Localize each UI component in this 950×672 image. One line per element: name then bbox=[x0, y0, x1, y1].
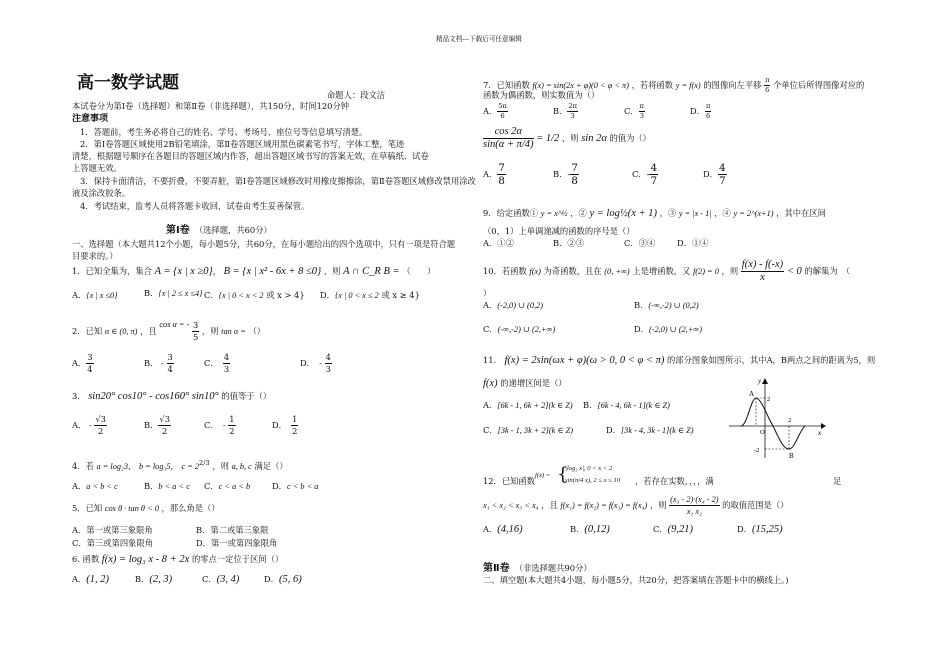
q8-eq: = 1/2 bbox=[536, 133, 560, 144]
option-value: (4,16) bbox=[497, 524, 523, 535]
q10-stem bbox=[483, 259, 850, 284]
option-value: b < a < c bbox=[158, 482, 190, 491]
part1-title: 第Ⅰ卷 bbox=[166, 225, 190, 236]
option-num: 1 bbox=[229, 414, 235, 424]
option-value: (0,12) bbox=[584, 524, 610, 535]
x-axis-label: x bbox=[818, 429, 822, 437]
option-den: 7 bbox=[650, 175, 658, 187]
q10-stem-text: 10．若函数 bbox=[483, 266, 527, 276]
q3-expr: sin20° cos10° - cos160° sin10° bbox=[88, 391, 219, 402]
part2-heading bbox=[483, 556, 592, 575]
q3-number: 3． bbox=[72, 391, 86, 401]
option-value: [3k - 1, 3k + 2](k ∈ Z) bbox=[497, 426, 573, 435]
q12-frac-den: x₁ x₂ bbox=[686, 507, 702, 516]
notice-line: 1．答题前，考生务必将自己的姓名、学号、考场号、座位号等信息填写清楚。 bbox=[80, 127, 368, 137]
q3-option-b bbox=[144, 414, 171, 437]
q9-line2: （0，1）上单调递减的函数的序号是（） bbox=[483, 226, 635, 236]
q7-shift-num: π bbox=[765, 76, 770, 84]
option-label: C． bbox=[483, 425, 498, 435]
q7-shift-den: 6 bbox=[765, 86, 770, 94]
q4-abc: a, b, c bbox=[231, 461, 252, 471]
q3-tail: 的值等于（） bbox=[221, 391, 272, 401]
option-value: c < b < a bbox=[286, 482, 319, 491]
notice-line: 上答题无效。 bbox=[72, 163, 122, 173]
q6-option-a bbox=[72, 574, 109, 586]
q7-tail: 的图像向左平移 bbox=[703, 80, 762, 90]
part2-title: 第Ⅱ卷 bbox=[483, 563, 510, 574]
q2-stem-text: 2．已知 bbox=[72, 326, 103, 336]
q11-stem-text: 11． bbox=[483, 355, 502, 365]
q9-f2: y = log½(x + 1) bbox=[589, 208, 657, 219]
option-value: {x | 0 < x ≤ 2 bbox=[334, 291, 379, 300]
option-num: π bbox=[705, 102, 711, 110]
q7-line2: 函数为偶函数，则实数值为（） bbox=[483, 90, 600, 100]
option-label: B． bbox=[553, 169, 568, 179]
q2-cos-frac bbox=[159, 319, 189, 330]
q9-option-a: A．①② bbox=[483, 238, 514, 248]
option-label: C． bbox=[202, 574, 217, 584]
option-label: D． bbox=[737, 524, 752, 534]
option-value: a < b < c bbox=[86, 482, 118, 491]
option-sign: - bbox=[567, 169, 571, 179]
option-sign: - bbox=[222, 420, 226, 430]
option-label: A． bbox=[72, 481, 87, 491]
option-label: C． bbox=[204, 420, 215, 430]
option-den: 2 bbox=[229, 426, 235, 436]
q11-sine-graph bbox=[727, 376, 827, 460]
option-value: {x | 2 ≤ x ≤4} bbox=[158, 289, 203, 298]
q2-mid: ，且 bbox=[140, 326, 157, 336]
q11-option-a bbox=[483, 400, 573, 411]
q2-option-d bbox=[300, 352, 332, 375]
q12-stem bbox=[483, 476, 535, 487]
q4-option-a bbox=[72, 481, 118, 492]
option-label: D． bbox=[690, 106, 705, 116]
q7-option-c bbox=[624, 102, 645, 121]
q7-expr: f(x) = sin(2x + φ)(0 < φ < π) bbox=[532, 81, 629, 90]
q12-range-text: 的取值范围是（） bbox=[722, 500, 789, 510]
q8-option-c bbox=[632, 162, 658, 187]
option-num: 3 bbox=[167, 352, 173, 362]
q8-frac-num: cos 2α bbox=[483, 126, 534, 139]
q11-option-d bbox=[606, 425, 693, 436]
q5-option-b: B．第二或第三象限 bbox=[196, 525, 269, 535]
option-num: 2π bbox=[568, 102, 577, 110]
option-den: 2 bbox=[162, 426, 168, 436]
q9-tail: ，其中在区间 bbox=[776, 208, 826, 218]
q4-stem: 4．若 a = log₂3， b = log₃5， $c = 2^{2/3}$ ，则 a, b, c 满足（） bbox=[72, 459, 288, 471]
q11-expr: f(x) = 2sin(ωx + φ)(ω > 0, 0 < φ < π) bbox=[504, 355, 665, 366]
q5-expr: cos θ · tan θ < 0 bbox=[104, 504, 159, 513]
option-value-tail: 或 x > 4} bbox=[266, 290, 305, 300]
origin-label: O bbox=[760, 429, 765, 436]
option-value: (2, 3) bbox=[149, 574, 173, 585]
q9-option-b: B．②③ bbox=[553, 238, 584, 248]
q10-f2: f(2) = 0 bbox=[693, 267, 719, 276]
q9-circ2: ，② bbox=[570, 208, 587, 218]
q1-tail: ，则 bbox=[323, 266, 341, 276]
q5-option-a: A．第一或第三象限角 bbox=[72, 525, 153, 535]
q4-option-b bbox=[144, 481, 190, 492]
page-header-note: 精品文档---下载后可任意编辑 bbox=[436, 35, 522, 43]
q12-and: ，且 bbox=[541, 500, 558, 510]
option-label: B． bbox=[634, 300, 649, 310]
q1-option-b bbox=[144, 288, 202, 299]
q1-expr: A ∩ C_R B = bbox=[343, 266, 400, 277]
q6-option-d bbox=[264, 574, 302, 586]
q9-option-d: D．①④ bbox=[677, 238, 709, 248]
q12-equal-values: f(x₁) = f(x₂) = f(x₃) = f(x₄) bbox=[560, 501, 648, 510]
option-num: √3 bbox=[159, 414, 170, 424]
q11-stem bbox=[483, 355, 875, 367]
q12-brace: { bbox=[557, 464, 569, 485]
option-value: (5, 6) bbox=[278, 574, 302, 585]
option-value: [6k - 4, 6k - 1](k ∈ Z) bbox=[597, 401, 670, 410]
q5-stem bbox=[72, 503, 220, 514]
q1-paren: （ ） bbox=[402, 266, 436, 276]
option-label: A． bbox=[483, 169, 498, 179]
notice-line: 4．考试结束，监考人员将答题卡收回，试卷由考生妥善保管。 bbox=[80, 201, 310, 211]
q10-option-d bbox=[634, 324, 702, 335]
q12-pw-case1: |log₃ x|, 0 < x < 2 bbox=[565, 465, 613, 472]
q4-a: a = log₂3 bbox=[96, 461, 129, 471]
q1-stem: 1．已知全集为，集合 A = {x | x ≥0}， B = {x | x² - 6x + 8 ≤0} ，则 A ∩ C_R B = （ ） bbox=[72, 266, 436, 277]
option-label: D． bbox=[300, 358, 311, 368]
option-value: (3, 4) bbox=[216, 574, 240, 585]
option-den: 3 bbox=[639, 112, 644, 120]
option-value: [6k - 1, 6k + 2](k ∈ Z) bbox=[497, 401, 573, 410]
q10-lt0: < 0 bbox=[786, 266, 802, 277]
q3-option-c bbox=[204, 414, 236, 437]
q4-end: 满足（） bbox=[254, 460, 288, 471]
option-value: c < a < b bbox=[218, 482, 251, 491]
option-label: C． bbox=[653, 524, 668, 534]
q5-tail: ，那么角是（） bbox=[161, 503, 220, 513]
option-label: D． bbox=[320, 290, 335, 300]
q1-option-a bbox=[72, 290, 118, 301]
section1-instruction-cont: 目要求的。） bbox=[72, 251, 118, 261]
q10-end: 的解集为 （ bbox=[804, 266, 851, 276]
q12-stem-text: 12．已知函数 bbox=[483, 476, 536, 486]
q10-option-c bbox=[483, 324, 555, 335]
q9-f1: y = x^½ bbox=[540, 209, 568, 218]
part1-heading bbox=[166, 218, 272, 237]
option-label: D． bbox=[606, 425, 621, 435]
option-num: 7 bbox=[498, 162, 505, 174]
option-label: D． bbox=[634, 324, 649, 334]
tick-2-label: 2 bbox=[767, 396, 771, 403]
q2-fraction-num: 3 bbox=[192, 320, 199, 330]
q2-tan: tan α = bbox=[221, 327, 246, 336]
q12-mid: ，若存在实数，，，，满 bbox=[635, 476, 714, 486]
option-num: 7 bbox=[571, 162, 578, 174]
x-axis-arrow bbox=[821, 423, 826, 429]
q9-circ3: ，③ bbox=[659, 208, 677, 218]
notice-line: 清楚，根据题号顺序在各题目的答题区域内作答，超出答题区域书写的答案无效，在草稿纸、试卷 bbox=[72, 151, 429, 161]
option-value: (-∞,-2) ∪ (0,2) bbox=[648, 301, 699, 310]
option-num: 3 bbox=[87, 352, 93, 362]
option-den: 7 bbox=[718, 175, 726, 187]
option-den: 4 bbox=[167, 364, 173, 374]
option-den: 4 bbox=[87, 364, 93, 374]
q2-fraction-den: 5 bbox=[192, 332, 199, 342]
q9-stem bbox=[483, 208, 826, 220]
option-label: A． bbox=[72, 358, 87, 368]
section2-instruction: 二、填空题(本大题共4小题，每小题5分，共20分，把答案填在答题卡中的横线上。) bbox=[483, 575, 789, 585]
q10-option-a bbox=[483, 300, 543, 311]
q7-tail2: 个单位后所得图像对应的 bbox=[773, 80, 865, 90]
option-label: B． bbox=[570, 524, 585, 534]
q12-frac-num: (x₃ - 2)·(x₄ - 2) bbox=[670, 495, 719, 504]
q11-fx: f(x) bbox=[483, 378, 498, 389]
q12-pw-f: f(x) = bbox=[535, 472, 551, 479]
option-value: [3k - 4, 3k - 1](k ∈ Z) bbox=[620, 426, 694, 435]
q12-line2 bbox=[483, 490, 789, 517]
section1-instruction: 一、选择题（本大题共12个小题，每小题5分，共60分，在每小题给出的四个选项中，只有一项是符合题 bbox=[72, 239, 456, 249]
q2-tail: ，则 bbox=[201, 326, 219, 336]
q1-set-b: B = {x | x² - 6x + 8 ≤0} bbox=[223, 266, 322, 277]
q9-option-c: C．③④ bbox=[624, 238, 656, 248]
q7-y: y = f(x) bbox=[675, 81, 701, 90]
option-sign: - bbox=[319, 358, 322, 368]
q7-mid: ，若将函数 bbox=[631, 80, 674, 90]
q2-option-b bbox=[144, 352, 174, 375]
q2-fraction bbox=[192, 320, 199, 343]
q12-pw-case2: sin(π/4 x), 2 ≤ x ≤ 10 bbox=[565, 477, 621, 484]
q6-expr: f(x) = log₃ x - 8 + 2x bbox=[101, 554, 190, 565]
option-den: 3 bbox=[223, 364, 230, 374]
option-label: D． bbox=[703, 169, 718, 179]
q4-option-c bbox=[204, 481, 250, 492]
q8-option-d bbox=[703, 162, 727, 187]
option-label: A． bbox=[72, 290, 87, 300]
point-a-label: A bbox=[749, 390, 755, 398]
option-label: B． bbox=[144, 288, 159, 298]
option-label: D． bbox=[272, 420, 283, 430]
option-value: (15,25) bbox=[751, 524, 783, 535]
option-label: C． bbox=[632, 169, 647, 179]
option-sign: - bbox=[88, 420, 92, 430]
q2-stem bbox=[72, 320, 265, 343]
option-den: 8 bbox=[571, 175, 578, 187]
q4-b: b = log₃5 bbox=[138, 461, 171, 471]
q8-tail: ，则 bbox=[561, 133, 579, 143]
option-den: 8 bbox=[498, 175, 505, 187]
x-tick-2-label: 2 bbox=[788, 417, 792, 424]
q6-stem-text: 6. 函数 bbox=[72, 554, 100, 564]
q10-ineq-den: x bbox=[760, 272, 765, 283]
q10-mid: 为奇函数，且在 bbox=[543, 266, 602, 276]
q10-interval: (0, +∞) bbox=[604, 267, 630, 276]
option-label: B． bbox=[553, 106, 568, 116]
notice-title: 注意事项 bbox=[72, 114, 109, 124]
exam-author: 命题人：段文洁 bbox=[327, 90, 386, 100]
q2-cos: cos α = - bbox=[159, 320, 190, 329]
option-value: {x | x ≤0} bbox=[86, 291, 118, 300]
q1-option-d bbox=[320, 290, 420, 301]
option-den: 6 bbox=[706, 112, 711, 120]
q10-ineq-num: f(x) - f(-x) bbox=[741, 259, 784, 270]
q9-stem-text: 9．给定函数① bbox=[483, 208, 539, 218]
q6-stem bbox=[72, 554, 283, 566]
q3-option-d bbox=[272, 414, 298, 437]
q4-c-exponent: 2/3 bbox=[199, 459, 210, 467]
q8-frac-den: sin(α + π/4) bbox=[483, 139, 534, 150]
q9-f3: y = |x - 1| bbox=[678, 209, 712, 218]
option-num: π bbox=[639, 102, 644, 110]
q1-option-c bbox=[204, 290, 305, 301]
option-num: 4 bbox=[718, 162, 726, 174]
option-label: B． bbox=[144, 358, 159, 368]
option-num: 5π bbox=[498, 102, 507, 110]
option-den: 2 bbox=[292, 426, 298, 436]
q6-option-c bbox=[202, 574, 239, 586]
q1-stem-text: 1．已知全集为，集合 bbox=[72, 266, 152, 276]
q3-stem bbox=[72, 391, 271, 403]
q1-set-a: A = {x | x ≥0} bbox=[154, 266, 213, 277]
q12-then: ，则 bbox=[649, 500, 667, 510]
y-axis-label: y bbox=[758, 377, 762, 385]
q12-option-c bbox=[653, 524, 693, 536]
q2-option-c bbox=[204, 352, 230, 375]
option-label: A． bbox=[483, 300, 498, 310]
option-sign: - bbox=[646, 169, 650, 179]
option-value: (1, 2) bbox=[86, 574, 110, 585]
q8-option-a bbox=[483, 162, 506, 187]
q7-option-a bbox=[483, 102, 508, 121]
exam-intro: 本试卷分为第Ⅰ卷（选择题）和第Ⅱ卷（非选择题），共150分，时间120分钟 bbox=[72, 101, 350, 111]
option-num: 4 bbox=[325, 352, 331, 362]
q8-end: 的值为（） bbox=[609, 133, 651, 143]
q9-f4: y = 2^(x+1) bbox=[733, 209, 774, 218]
option-label: D． bbox=[272, 481, 287, 491]
q4-option-d bbox=[272, 481, 318, 492]
option-value: {x | 0 < x < 2 bbox=[218, 291, 264, 300]
option-label: A． bbox=[72, 420, 87, 430]
q11-tail: 的部分图象如图所示，其中A，B两点之间的距离为5，则 bbox=[667, 355, 876, 365]
q12-option-d bbox=[737, 524, 783, 536]
option-label: A． bbox=[483, 524, 498, 534]
q11-line2 bbox=[483, 378, 567, 390]
q12-option-b bbox=[570, 524, 610, 536]
option-value: (9,21) bbox=[667, 524, 694, 535]
option-label: B． bbox=[144, 481, 159, 491]
option-label: C． bbox=[483, 324, 498, 334]
q9-circ4: ，④ bbox=[714, 208, 731, 218]
q7-option-d bbox=[690, 102, 711, 121]
q4-c: c = 2 bbox=[181, 461, 200, 471]
q6-option-b bbox=[135, 574, 172, 586]
q3-option-a bbox=[72, 414, 107, 437]
option-den: 6 bbox=[500, 112, 505, 120]
option-label: C． bbox=[204, 481, 219, 491]
option-den: 3 bbox=[325, 364, 331, 374]
q10-close-paren: ） bbox=[483, 288, 492, 298]
option-value-tail: 或 x ≥ 4} bbox=[381, 290, 420, 300]
option-value: (-2,0) ∪ (0,2) bbox=[497, 301, 543, 310]
q11-option-b bbox=[583, 400, 670, 411]
option-label: A． bbox=[483, 106, 498, 116]
option-label: A． bbox=[72, 574, 87, 584]
option-value: (-2,0) ∪ (2,+∞) bbox=[648, 325, 702, 334]
q8-stem bbox=[483, 126, 651, 151]
option-value: (-∞,-2) ∪ (2,+∞) bbox=[497, 325, 556, 334]
q11-option-c bbox=[483, 425, 573, 436]
option-label: C． bbox=[204, 358, 215, 368]
q5-stem-text: 5．已知 bbox=[72, 503, 103, 513]
q4-stem-text: 4．若 bbox=[72, 460, 94, 471]
q7-option-b bbox=[553, 102, 578, 121]
option-num: 4 bbox=[223, 352, 230, 362]
option-sign: - bbox=[161, 358, 164, 368]
y-axis-arrow bbox=[762, 378, 768, 384]
notice-line: 3．保持卡面清洁，不要折叠，不要弄脏，第Ⅰ卷答题区域修改时用橡皮擦擦涂，第Ⅱ卷答题区域修改禁用涂改 bbox=[80, 176, 476, 186]
option-den: 3 bbox=[570, 112, 575, 120]
q12-option-a bbox=[483, 524, 523, 536]
part2-subtitle: （非选择题共90分） bbox=[514, 563, 592, 573]
option-label: C． bbox=[204, 290, 219, 300]
option-label: D． bbox=[264, 574, 279, 584]
option-num: 1 bbox=[292, 414, 298, 424]
option-label: B． bbox=[135, 574, 150, 584]
q12-tail: 足 bbox=[833, 476, 842, 486]
q5-option-d: D．第一或第四象限角 bbox=[196, 538, 278, 548]
q10-option-b bbox=[634, 300, 699, 311]
option-label: C． bbox=[624, 106, 639, 116]
q2-paren: （） bbox=[248, 326, 266, 336]
option-label: B． bbox=[144, 420, 159, 430]
notice-line: 2．第Ⅰ卷答题区域使用2B铅笔填涂，第Ⅱ卷答题区域用黑色碳素笔书写，字体工整，笔迹 bbox=[80, 139, 405, 149]
q4-tail: ，则 bbox=[212, 460, 229, 471]
q11-line2-text: 的递增区间是（） bbox=[500, 378, 567, 388]
exam-title: 高一数学试题 bbox=[77, 73, 179, 93]
option-label: A． bbox=[483, 400, 498, 410]
q5-option-c: C．第三或第四象限角 bbox=[72, 538, 154, 548]
tick-neg2-label: -2 bbox=[754, 447, 760, 454]
q8-sin: sin 2α bbox=[581, 133, 607, 144]
notice-line: 液及涂改胶条。 bbox=[72, 188, 131, 198]
q10-fx: f(x) bbox=[529, 267, 541, 276]
q10-tail: ，则 bbox=[721, 266, 739, 276]
q6-tail: 的零点一定位于区间（） bbox=[191, 554, 284, 564]
q12-order: x₁ < x₂ < x₃ < x₄ bbox=[483, 501, 539, 510]
part1-subtitle: （选择题，共60分） bbox=[194, 225, 272, 235]
q2-condition: α ∈ (0, π) bbox=[104, 327, 138, 336]
option-den: 2 bbox=[98, 426, 104, 436]
option-num: 4 bbox=[650, 162, 658, 174]
point-b-label: B bbox=[789, 452, 794, 460]
q10-mid2: 上是增函数，又 bbox=[632, 266, 691, 276]
q8-option-b bbox=[553, 162, 579, 187]
q7-stem-text: 7．已知函数 bbox=[483, 80, 530, 90]
option-num: √3 bbox=[95, 414, 106, 424]
sine-curve bbox=[741, 398, 805, 449]
option-label: B． bbox=[583, 400, 598, 410]
q2-option-a bbox=[72, 352, 94, 375]
